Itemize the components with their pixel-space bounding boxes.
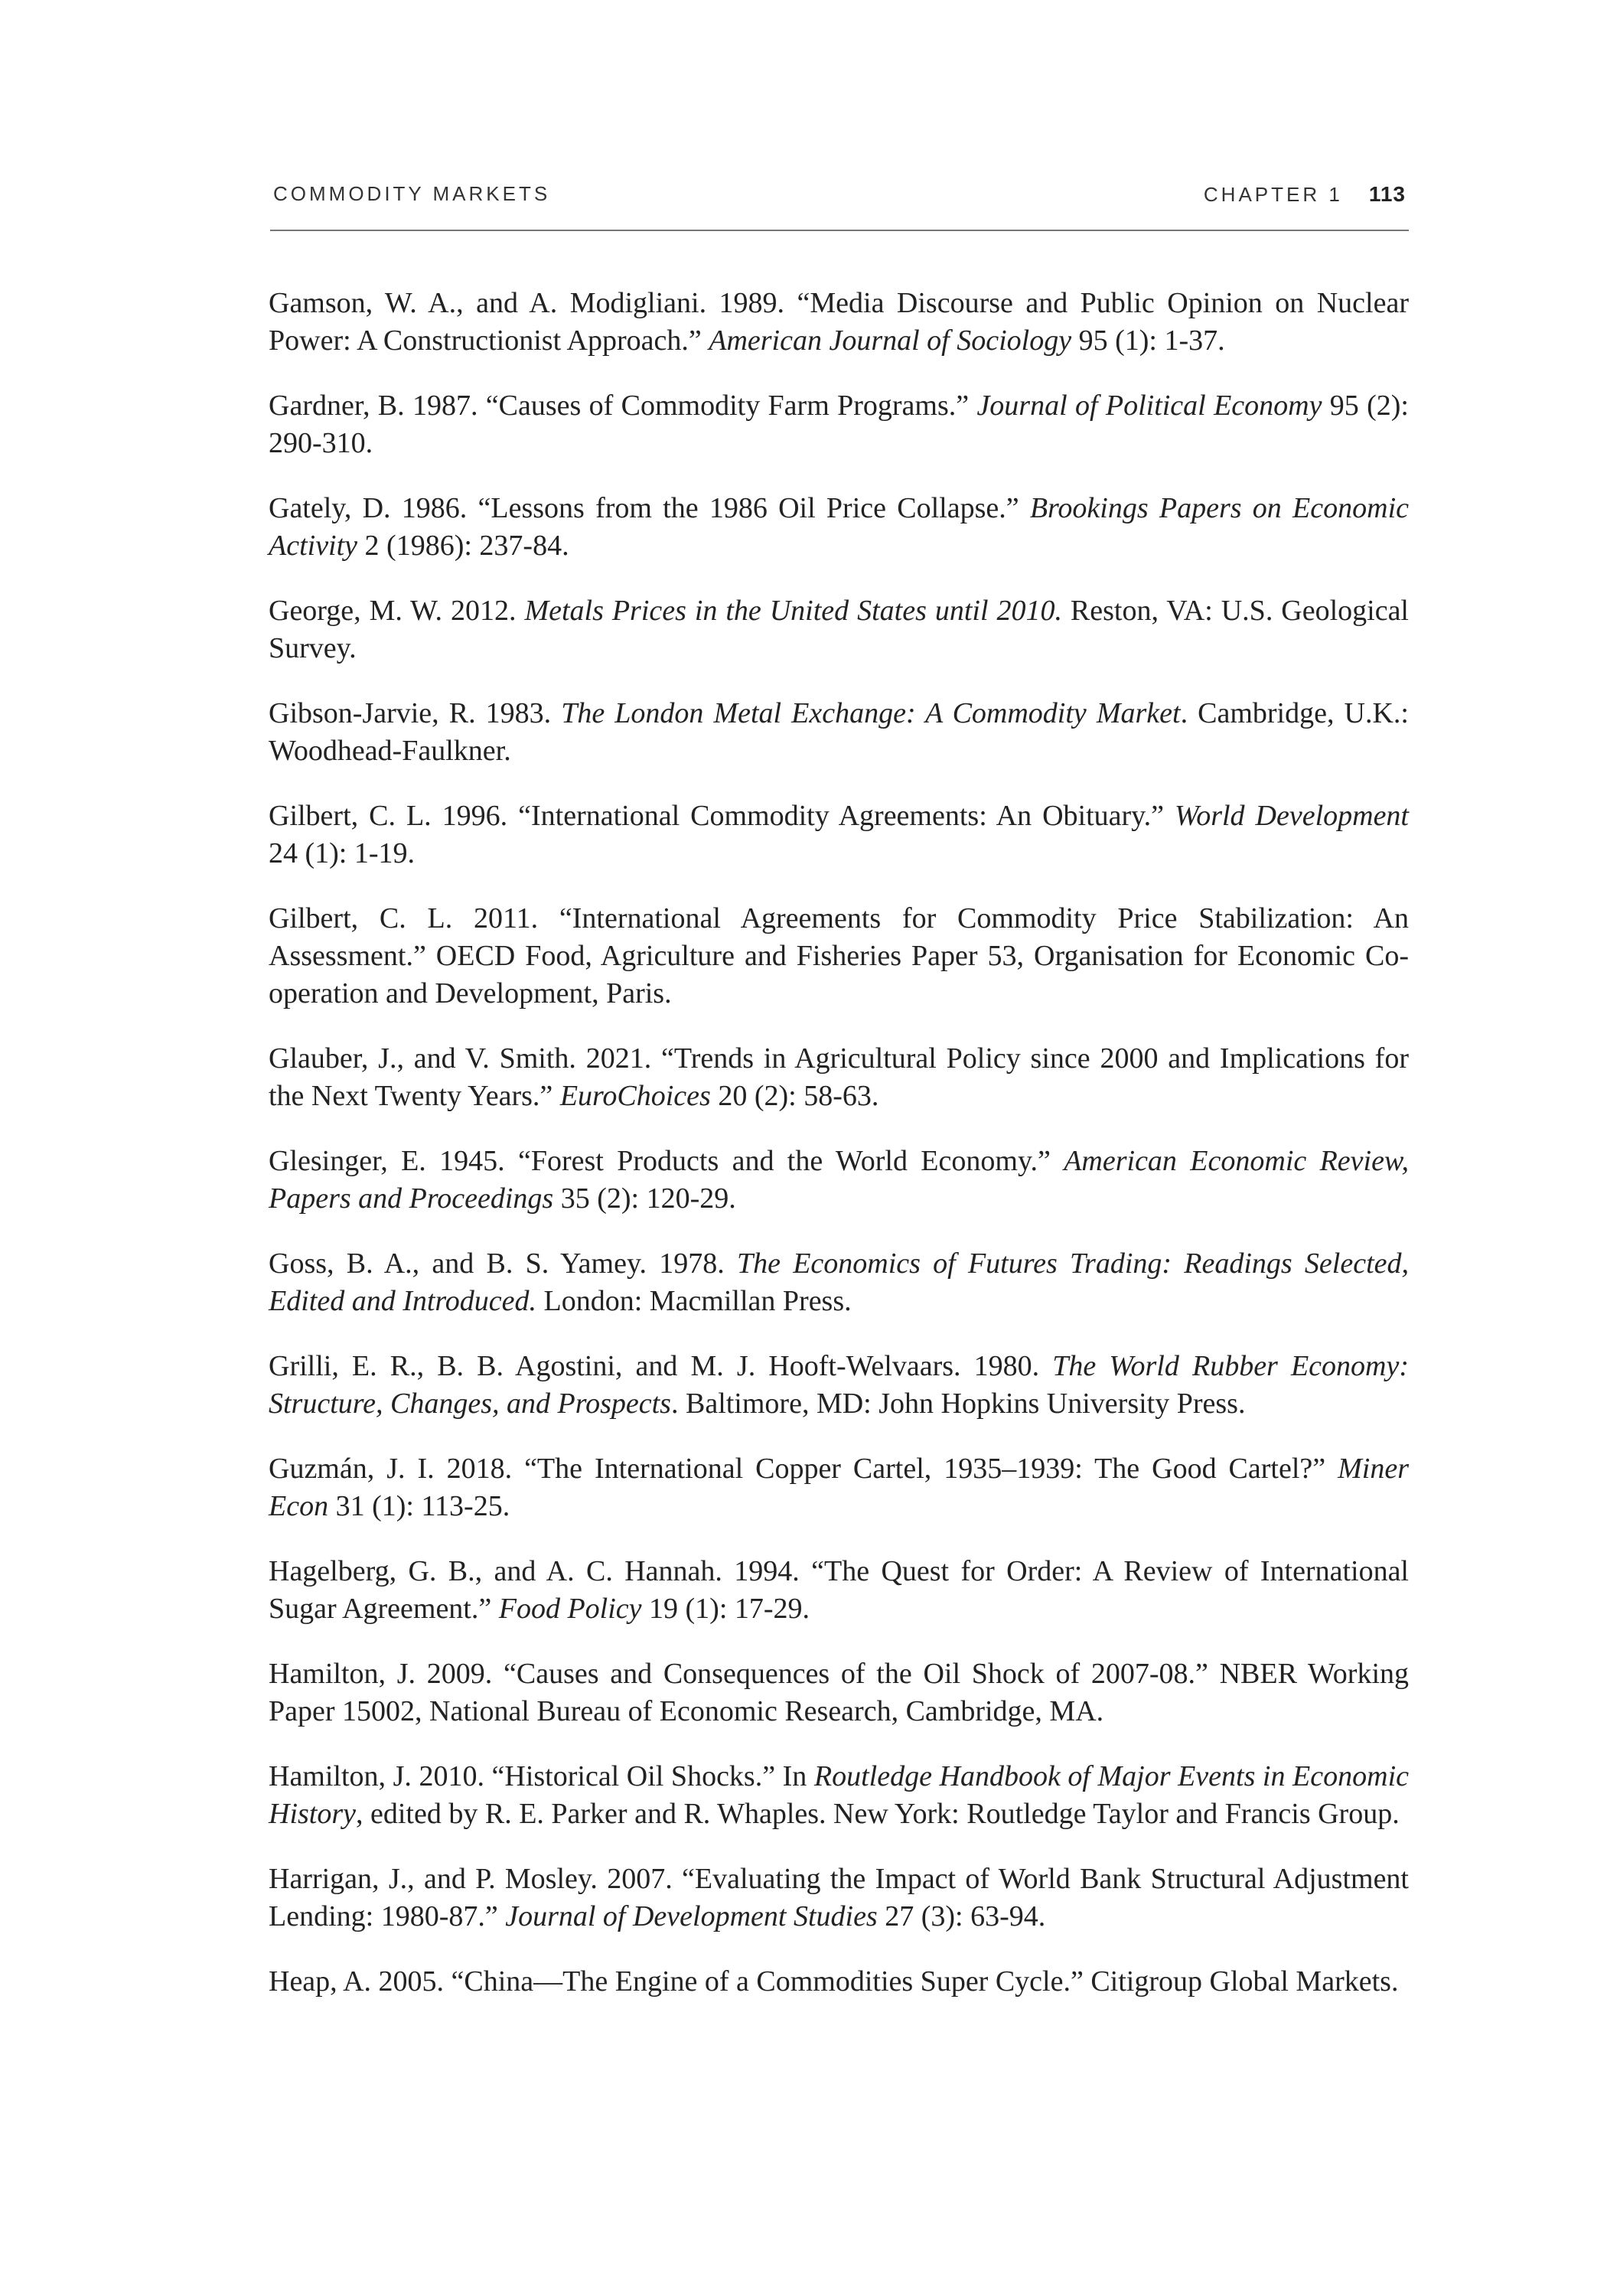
reference-text: George, M. W. 2012. — [269, 595, 525, 627]
reference-details: . Baltimore, MD: John Hopkins University Press. — [670, 1388, 1246, 1420]
reference-text: Heap, A. 2005. “China—The Engine of a Commodities Super Cycle.” Citigroup Global Markets. — [269, 1965, 1399, 1998]
reference-entry — [269, 1758, 1409, 1833]
reference-text: Harrigan, J., and P. Mosley. 2007. “Evaluating the Impact of World Bank Structural Adjustment Lending: 1980-87.” — [269, 1863, 1409, 1932]
reference-source-title: EuroChoices — [559, 1080, 711, 1112]
reference-entry — [269, 1963, 1409, 2001]
reference-text: Hagelberg, G. B., and A. C. Hannah. 1994. “The Quest for Order: A Review of International Sugar Agreement.” — [269, 1555, 1409, 1625]
reference-details: . Cambridge, U.K.: Woodhead-Faulkner. — [269, 697, 1409, 767]
reference-source-title: Routledge Handbook of Major Events in Economic History — [269, 1760, 1409, 1830]
reference-entry — [269, 797, 1409, 872]
reference-source-title: The London Metal Exchange: A Commodity Market — [561, 697, 1181, 729]
reference-text: Gilbert, C. L. 2011. “International Agreements for Commodity Price Stabilization: An Assessment.” OECD Food, Agriculture and Fisheries Paper 53, Organisation for Economic Co-operation and Development, Paris. — [269, 902, 1409, 1009]
reference-list — [269, 285, 1409, 2028]
reference-text: Gardner, B. 1987. “Causes of Commodity Farm Programs.” — [269, 390, 977, 422]
reference-entry — [269, 387, 1409, 462]
reference-text: Glauber, J., and V. Smith. 2021. “Trends in Agricultural Policy since 2000 and Implications for the Next Twenty Years.” — [269, 1042, 1409, 1112]
reference-text: Gamson, W. A., and A. Modigliani. 1989. “Media Discourse and Public Opinion on Nuclear Power: A Constructionist Approach.” — [269, 287, 1409, 357]
reference-details: , edited by R. E. Parker and R. Whaples. New York: Routledge Taylor and Francis Group. — [356, 1798, 1400, 1830]
reference-details: 24 (1): 1-19. — [269, 837, 416, 869]
reference-source-title: American Economic Review, Papers and Proceedings — [269, 1145, 1409, 1215]
reference-source-title: World Development — [1175, 800, 1409, 832]
reference-text: Guzmán, J. I. 2018. “The International Copper Cartel, 1935–1939: The Good Cartel?” — [269, 1453, 1338, 1485]
reference-entry — [269, 1040, 1409, 1115]
section-title: COMMODITY MARKETS — [273, 182, 551, 205]
header-divider — [270, 230, 1409, 231]
reference-details: 95 (2): 290-310. — [269, 390, 1409, 459]
chapter-info — [1204, 182, 1406, 207]
reference-source-title: Brookings Papers on Economic Activity — [269, 492, 1409, 562]
reference-source-title: American Journal of Sociology — [709, 325, 1072, 357]
reference-details: London: Macmillan Press. — [536, 1285, 852, 1317]
reference-entry — [269, 1450, 1409, 1525]
reference-details: 19 (1): 17-29. — [641, 1593, 810, 1625]
reference-source-title: The Economics of Futures Trading: Readings Selected, Edited and Introduced. — [269, 1247, 1409, 1317]
running-header — [273, 182, 1406, 213]
reference-entry — [269, 1861, 1409, 1936]
reference-text: Grilli, E. R., B. B. Agostini, and M. J. Hooft-Welvaars. 1980. — [269, 1350, 1053, 1382]
reference-entry — [269, 1245, 1409, 1320]
reference-details: 27 (3): 63-94. — [877, 1900, 1046, 1932]
reference-entry — [269, 695, 1409, 770]
reference-entry — [269, 592, 1409, 667]
reference-entry — [269, 1143, 1409, 1218]
reference-entry — [269, 900, 1409, 1013]
reference-source-title: Miner Econ — [269, 1453, 1409, 1522]
reference-details: 95 (1): 1-37. — [1071, 325, 1225, 357]
reference-entry — [269, 1553, 1409, 1628]
reference-source-title: Journal of Political Economy — [976, 390, 1322, 422]
reference-details: 2 (1986): 237-84. — [357, 530, 569, 562]
reference-source-title: Metals Prices in the United States until 2010. — [524, 595, 1062, 627]
reference-source-title: The World Rubber Economy: Structure, Changes, and Prospects — [269, 1350, 1409, 1420]
reference-details: 31 (1): 113-25. — [328, 1490, 510, 1522]
chapter-label: CHAPTER 1 — [1203, 183, 1343, 206]
reference-details: 20 (2): 58-63. — [710, 1080, 879, 1112]
page-number: 113 — [1368, 182, 1406, 206]
reference-entry — [269, 1348, 1409, 1423]
reference-text: Goss, B. A., and B. S. Yamey. 1978. — [269, 1247, 737, 1280]
reference-text: Gilbert, C. L. 1996. “International Commodity Agreements: An Obituary.” — [269, 800, 1175, 832]
reference-text: Glesinger, E. 1945. “Forest Products and the World Economy.” — [269, 1145, 1064, 1177]
reference-text: Gately, D. 1986. “Lessons from the 1986 Oil Price Collapse.” — [269, 492, 1030, 524]
reference-text: Hamilton, J. 2009. “Causes and Consequences of the Oil Shock of 2007-08.” NBER Working Paper 15002, National Bureau of Economic Research, Cambridge, MA. — [269, 1658, 1409, 1727]
reference-entry — [269, 285, 1409, 360]
reference-text: Gibson-Jarvie, R. 1983. — [269, 697, 562, 729]
reference-text: Hamilton, J. 2010. “Historical Oil Shocks.” In — [269, 1760, 814, 1792]
reference-details: 35 (2): 120-29. — [553, 1182, 736, 1215]
reference-source-title: Journal of Development Studies — [505, 1900, 878, 1932]
reference-entry — [269, 1655, 1409, 1730]
reference-source-title: Food Policy — [498, 1593, 642, 1625]
reference-details: Reston, VA: U.S. Geological Survey. — [269, 595, 1409, 664]
reference-entry — [269, 490, 1409, 565]
